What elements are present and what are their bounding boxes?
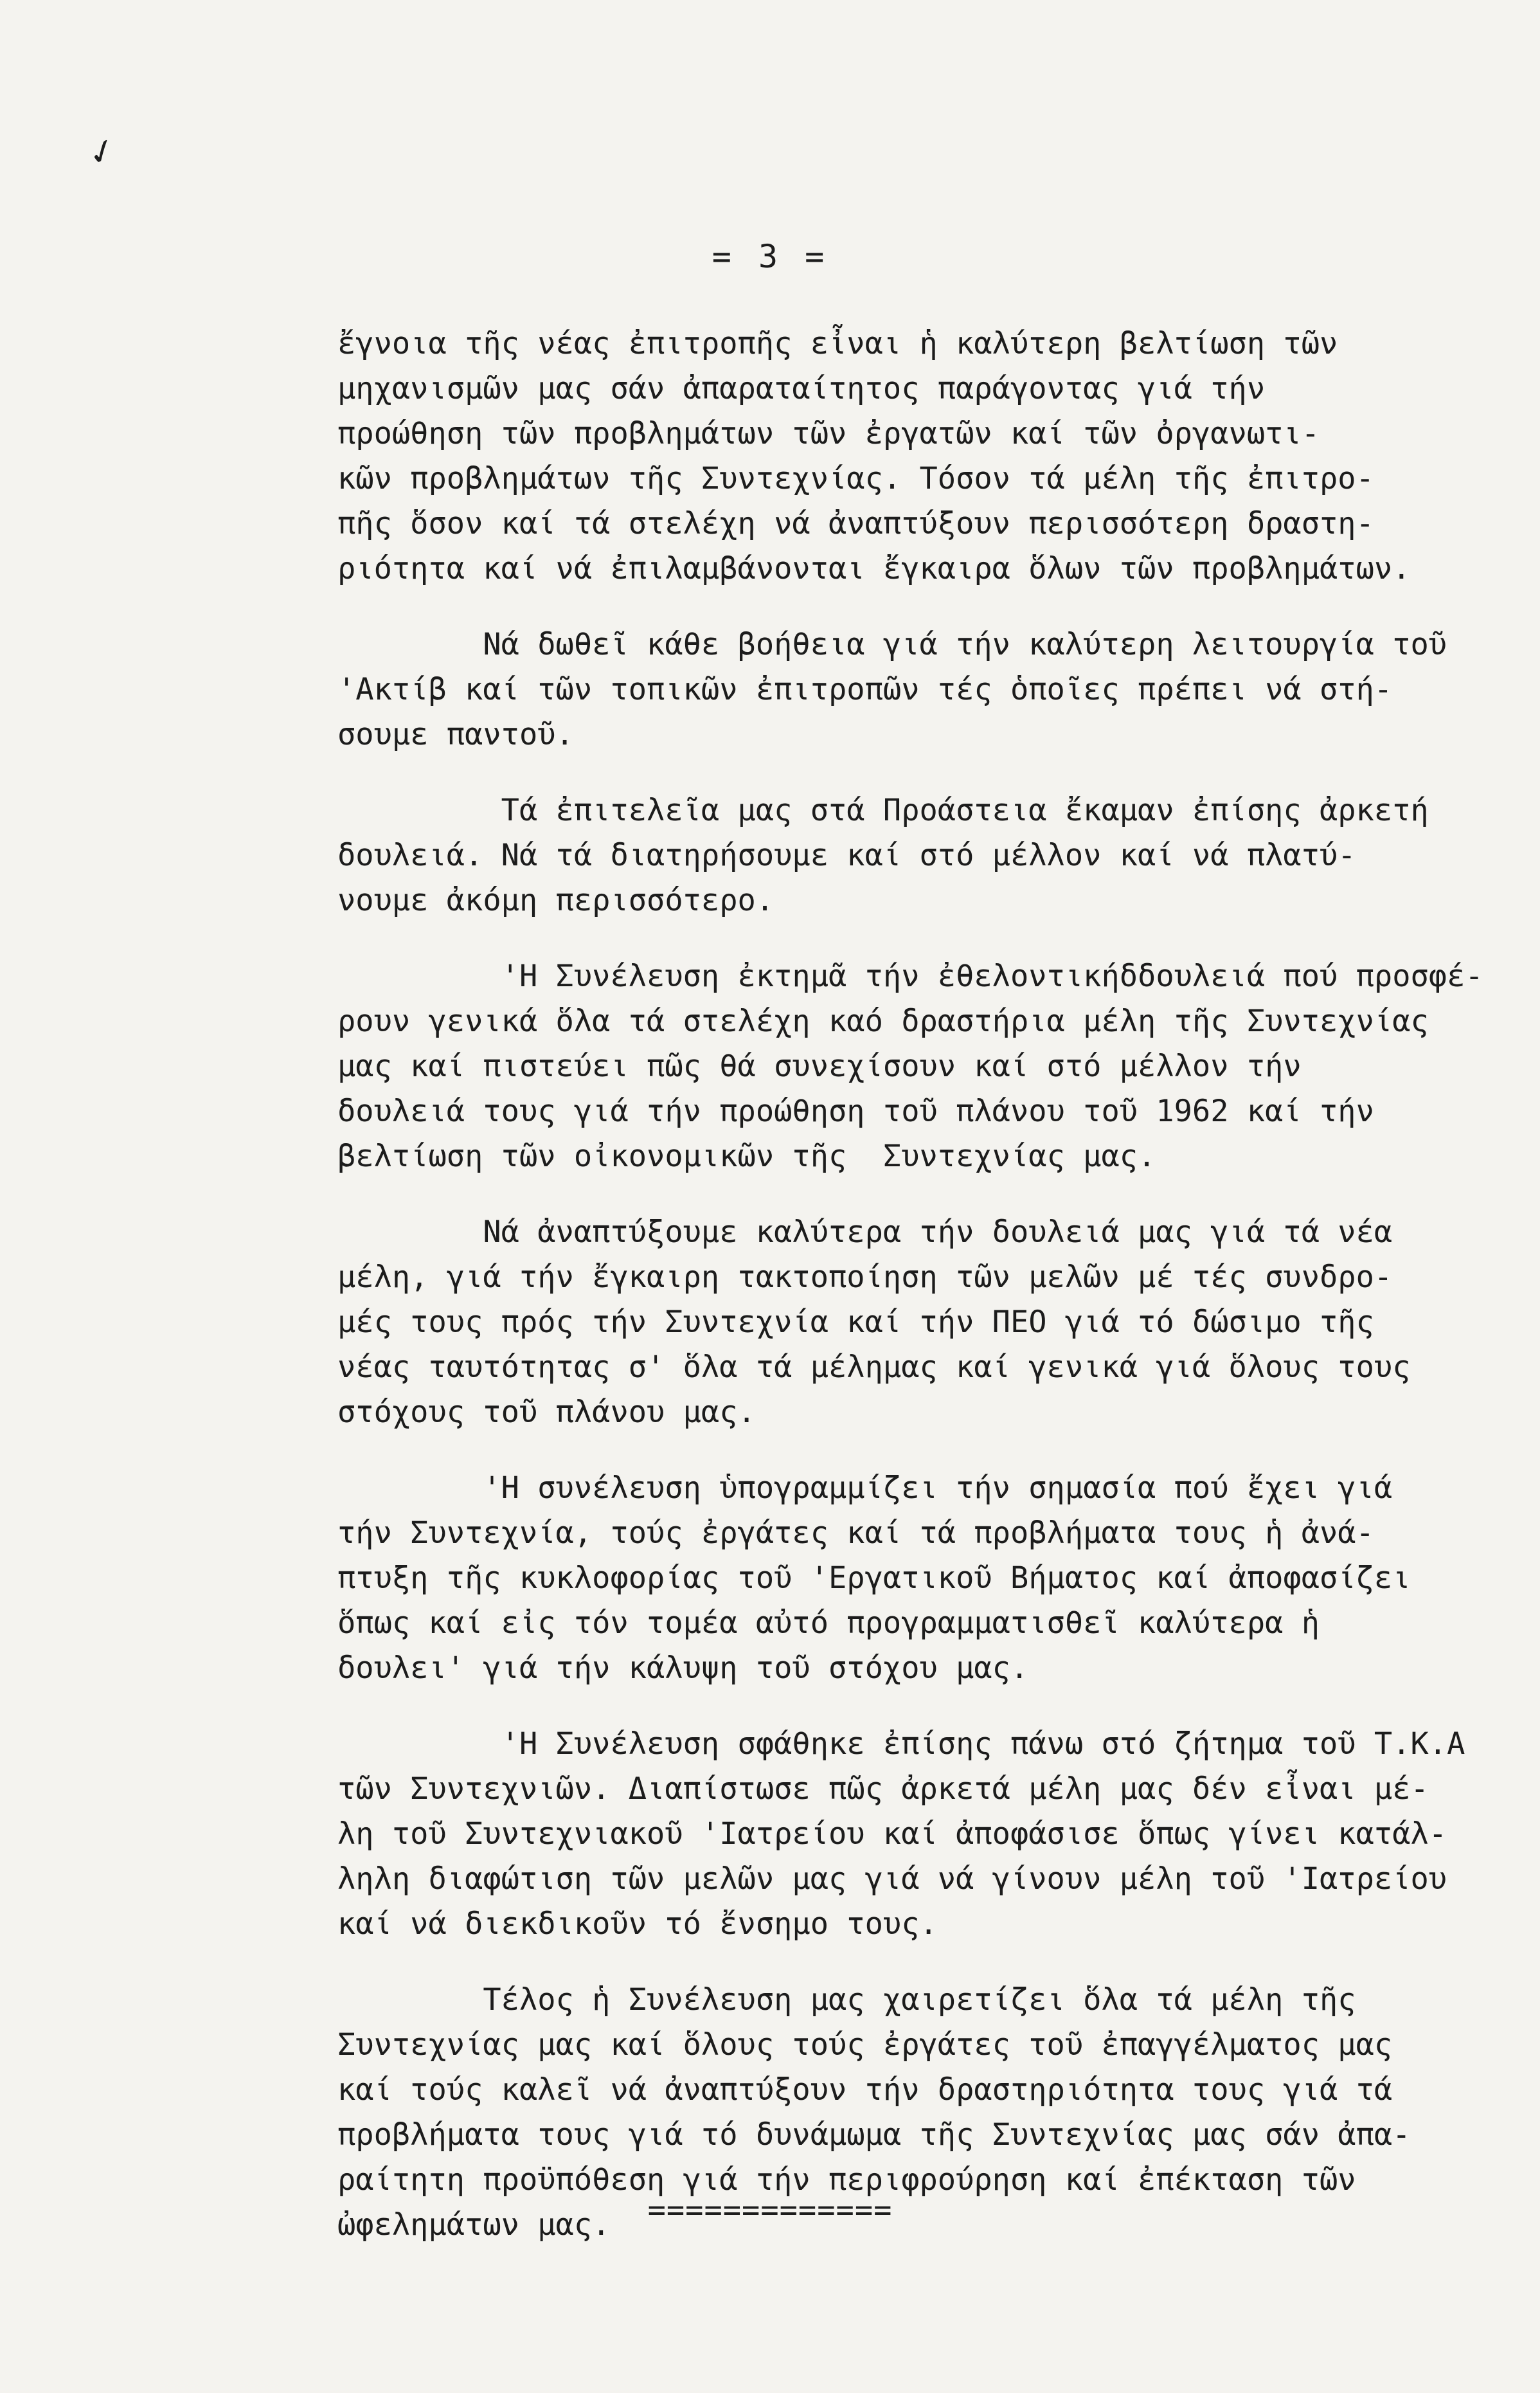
text-line: ραίτητη προϋπόθεση γιά τήν περιφρούρηση καί ἐπέκταση τῶν	[337, 2162, 1356, 2198]
text-line: 'Η Συνέλευση ἐκτημᾶ τήν ἐθελοντικήδδουλειά πού προσφέ-	[337, 959, 1483, 994]
text-line: καί τούς καλεῖ νά ἀναπτύξουν τήν δραστηριότητα τους γιά τά	[337, 2072, 1393, 2108]
text-line: ὠφελημάτων μας.	[337, 2207, 611, 2243]
body-text	[337, 321, 1514, 2279]
text-line: 'Η Συνέλευση σφάθηκε ἐπίσης πάνω στό ζήτημα τοῦ Τ.Κ.Α	[337, 1726, 1465, 1762]
text-line: προώθηση τῶν προβλημάτων τῶν ἐργατῶν καί τῶν ὀργανωτι-	[337, 416, 1320, 451]
text-line: πτυξη τῆς κυκλοφορίας τοῦ 'Εργατικοῦ Βήματος καί ἀποφασίζει	[337, 1560, 1411, 1596]
text-line: ρουν γενικά ὅλα τά στελέχη καό δραστήρια μέλη τῆς Συντεχνίας	[337, 1004, 1429, 1039]
text-line: τῶν Συντεχνιῶν. Διαπίστωσε πῶς ἀρκετά μέλη μας δέν εἶναι μέ-	[337, 1771, 1429, 1807]
text-line: λη τοῦ Συντεχνιακοῦ 'Ιατρείου καί ἀποφάσισε ὅπως γίνει κατάλ-	[337, 1816, 1447, 1852]
text-line: Συντεχνίας μας καί ὅλους τούς ἐργάτες τοῦ ἐπαγγέλματος μας	[337, 2027, 1393, 2063]
text-line: δουλειά τους γιά τήν προώθηση τοῦ πλάνου τοῦ 1962 καί τήν	[337, 1094, 1374, 1129]
text-line: μας καί πιστεύει πῶς θά συνεχίσουν καί στό μέλλον τήν	[337, 1049, 1302, 1084]
text-line: σουμε παντοῦ.	[337, 717, 574, 752]
text-line: προβλήματα τους γιά τό δυνάμωμα τῆς Συντεχνίας μας σάν ἀπα-	[337, 2117, 1411, 2153]
paragraph	[337, 622, 1514, 757]
text-line: βελτίωση τῶν οἰκονομικῶν τῆς Συντεχνίας μας.	[337, 1139, 1156, 1174]
paragraph	[337, 954, 1514, 1179]
text-line: νουμε ἀκόμη περισσότερο.	[337, 883, 774, 918]
paragraph	[337, 1466, 1514, 1691]
paragraph	[337, 788, 1514, 923]
text-line: νέας ταυτότητας σ' ὅλα τά μέλημας καί γενικά γιά ὅλους τους	[337, 1350, 1411, 1385]
pen-mark-icon: ✓	[83, 125, 121, 177]
text-line: στόχους τοῦ πλάνου μας.	[337, 1395, 756, 1430]
text-line: πῆς ὅσον καί τά στελέχη νά ἀναπτύξουν περισσότερη δραστη-	[337, 506, 1374, 541]
text-line: 'Η συνέλευση ὑπογραμμίζει τήν σημασία πού ἔχει γιά	[337, 1470, 1393, 1506]
text-line: ριότητα καί νά ἐπιλαμβάνονται ἔγκαιρα ὅλων τῶν προβλημάτων.	[337, 551, 1411, 586]
text-line: δουλει' γιά τήν κάλυψη τοῦ στόχου μας.	[337, 1650, 1029, 1686]
text-line: δουλειά. Νά τά διατηρήσουμε καί στό μέλλον καί νά πλατύ-	[337, 838, 1356, 873]
text-line: ἔγνοια τῆς νέας ἐπιτροπῆς εἶναι ἡ καλύτερη βελτίωση τῶν	[337, 326, 1338, 361]
paragraph	[337, 321, 1514, 591]
page-number: = 3 =	[712, 238, 828, 275]
text-line: Τέλος ἡ Συνέλευση μας χαιρετίζει ὅλα τά μέλη τῆς	[337, 1982, 1356, 2018]
text-line: Νά ἀναπτύξουμε καλύτερα τήν δουλειά μας γιά τά νέα	[337, 1215, 1393, 1250]
text-line: Τά ἐπιτελεῖα μας στά Προάστεια ἔκαμαν ἐπίσης ἀρκετή	[337, 793, 1429, 828]
text-line: καί νά διεκδικοῦν τό ἔνσημο τους.	[337, 1906, 938, 1942]
closing-rule: =============	[647, 2192, 893, 2228]
text-line: Νά δωθεῖ κάθε βοήθεια γιά τήν καλύτερη λειτουργία τοῦ	[337, 627, 1447, 662]
paragraph	[337, 1722, 1514, 1947]
text-line: κῶν προβλημάτων τῆς Συντεχνίας. Τόσον τά μέλη τῆς ἐπιτρο-	[337, 461, 1374, 496]
text-line: μέλη, γιά τήν ἔγκαιρη τακτοποίηση τῶν μελῶν μέ τές συνδρο-	[337, 1260, 1393, 1295]
text-line: τήν Συντεχνία, τούς ἐργάτες καί τά προβλήματα τους ἡ ἀνά-	[337, 1515, 1374, 1551]
text-line: μηχανισμῶν μας σάν ἀπαραταίτητος παράγοντας γιά τήν	[337, 371, 1266, 406]
text-line: μές τους πρός τήν Συντεχνία καί τήν ΠΕΟ γιά τό δώσιμο τῆς	[337, 1305, 1374, 1340]
text-line: 'Ακτίβ καί τῶν τοπικῶν ἐπιτροπῶν τές ὁποῖες πρέπει νά στή-	[337, 672, 1393, 707]
text-line: ὅπως καί εἰς τόν τομέα αὐτό προγραμματισθεῖ καλύτερα ἡ	[337, 1605, 1320, 1641]
paragraph	[337, 1210, 1514, 1435]
text-line: ληλη διαφώτιση τῶν μελῶν μας γιά νά γίνουν μέλη τοῦ 'Ιατρείου	[337, 1861, 1447, 1897]
